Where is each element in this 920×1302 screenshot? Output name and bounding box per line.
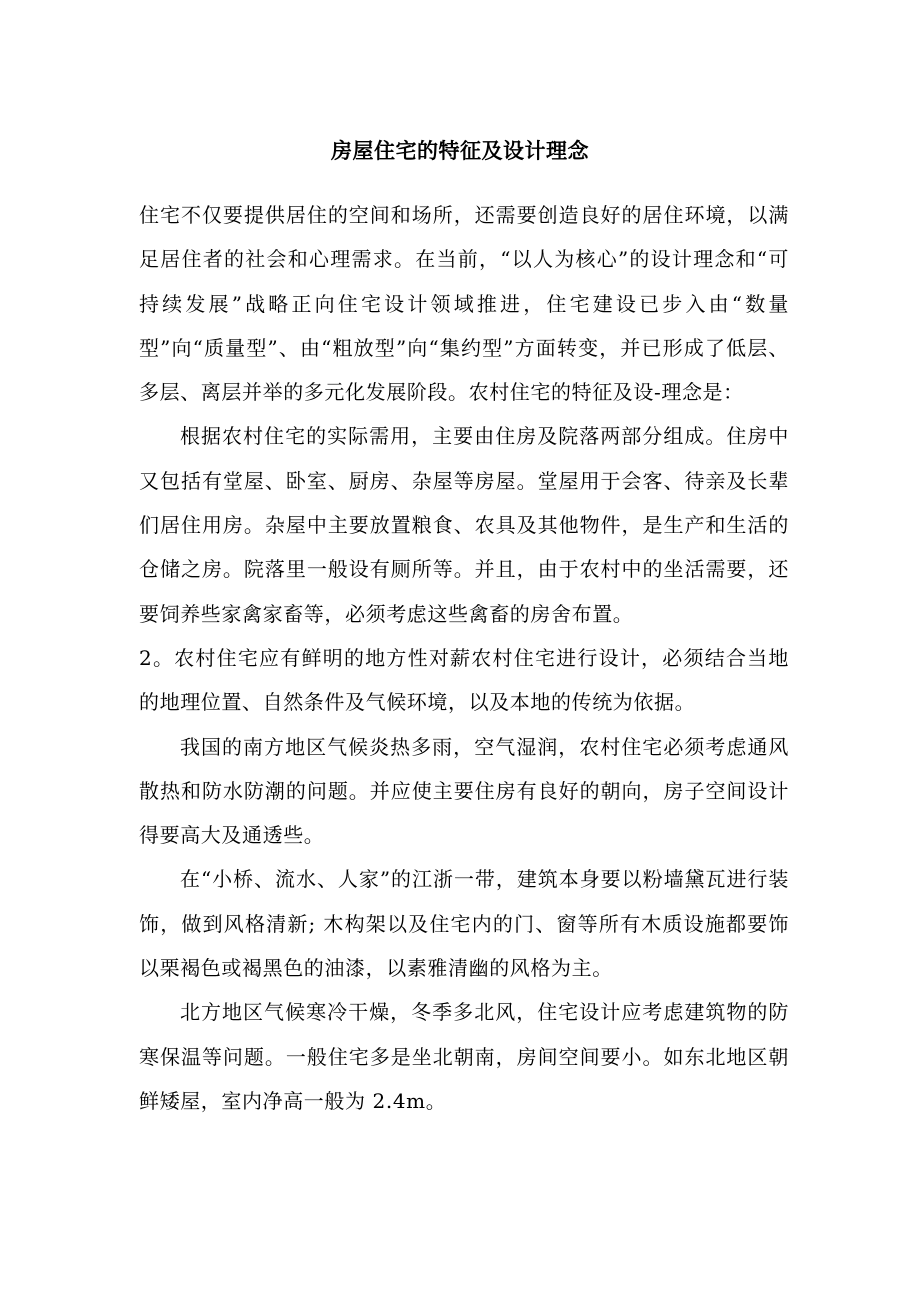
paragraph-intro: 住宅不仅要提供居住的空间和场所，还需要创造良好的居住环境，以满足居住者的社会和心理需求。在当前，“以人为核心”的设计理念和“可持续发展”战略正向住宅设计领域推进，住宅建设已步入由“数量型”向“质量型”、由“粗放型”向“集约型”方面转变，并已形成了低层、多层、离层并举的多元化发展阶段。农村住宅的特征及设-理念是： bbox=[139, 203, 789, 405]
document-body bbox=[139, 193, 789, 1123]
paragraph-composition: 根据农村住宅的实际需用，主要由住房及院落两部分组成。住房中又包括有堂屋、卧室、厨房、杂屋等房屋。堂屋用于会客、待亲及长辈们居住用房。杂屋中主要放置粮食、农具及其他物件，是生产和生活的仓储之房。院落里一般设有厕所等。并且，由于农村中的坐活需要，还要饲养些家禽家畜等，必须考虑这些禽畜的房舍布置。 bbox=[139, 424, 789, 626]
paragraph-regional-character: 2。农村住宅应有鲜明的地方性对薪农村住宅进行设计，必须结合当地的地理位置、自然条件及气候环境，以及本地的传统为依据。 bbox=[139, 645, 789, 715]
paragraph-south-climate: 我国的南方地区气候炎热多雨，空气湿润，农村住宅必须考虑通风散热和防水防潮的问题。并应使主要住房有良好的朝向，房子空间设计得要高大及通透些。 bbox=[139, 734, 789, 848]
document-title: 房屋住宅的特征及设计理念 bbox=[331, 138, 589, 163]
paragraph-north-climate: 北方地区气候寒冷干燥，冬季多北风，住宅设计应考虑建筑物的防寒保温等问题。一般住宅多是坐北朝南，房间空间要小。如东北地区朝鲜矮屋，室内净高一般为 2.4m。 bbox=[139, 1000, 789, 1113]
paragraph-jiangzhe-style: 在“小桥、流水、人家”的江浙一带，建筑本身要以粉墙黛瓦进行装饰，做到风格清新; 木构架以及住宅内的门、窗等所有木质设施都要饰以栗褐色或褐黑色的油漆，以素雅清幽的风格为主。 bbox=[139, 867, 789, 981]
